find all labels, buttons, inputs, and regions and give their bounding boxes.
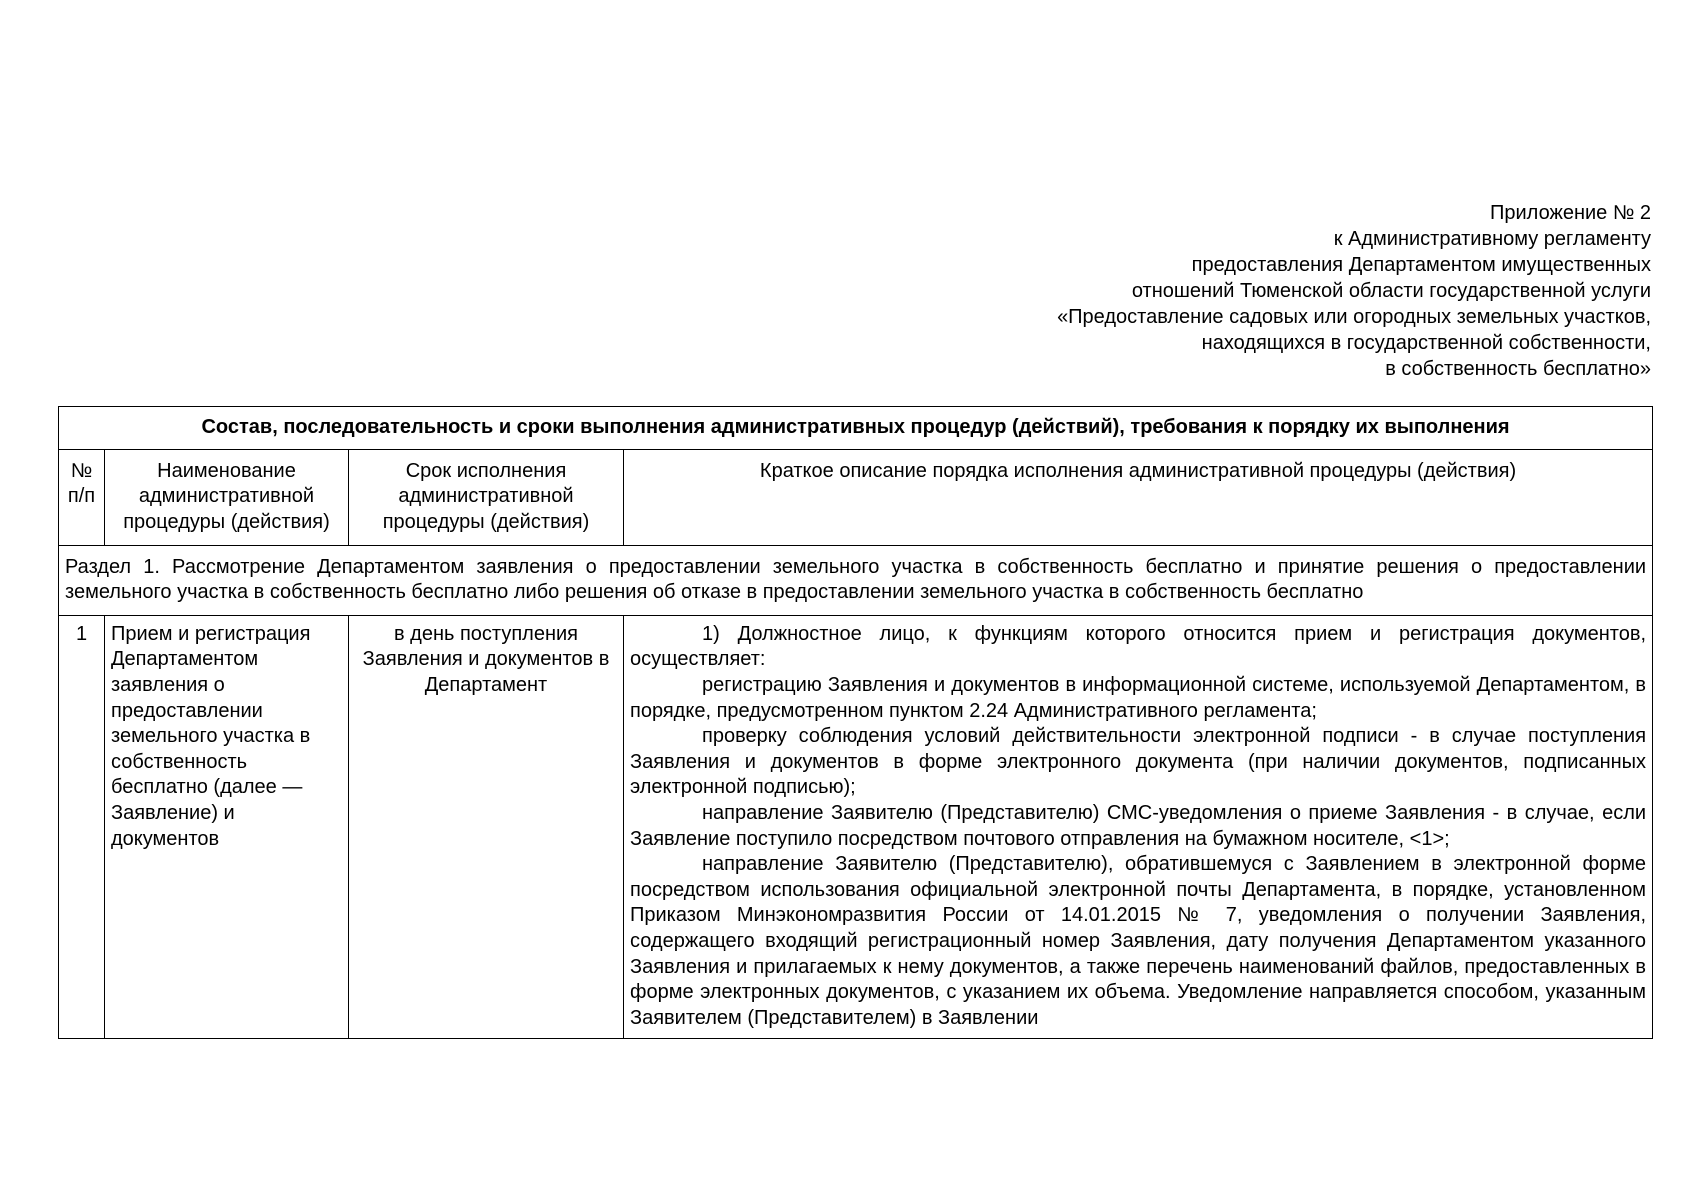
section-title: Раздел 1. Рассмотрение Департаментом заявления о предоставлении земельного участка в собственность бесплатно и принятие решения о предоставлении земельного участка в собственность бесплатно либо решения об отказе в предоставлении земельного участка в собственность бесплатно: [59, 545, 1653, 615]
header-desc: Краткое описание порядка исполнения административной процедуры (действия): [624, 449, 1653, 545]
table-title: Состав, последовательность и сроки выполнения административных процедур (действий), требования к порядку их выполнения: [59, 407, 1653, 450]
row-term: в день поступления Заявления и документов в Департамент: [349, 615, 624, 1039]
row-name: Прием и регистрация Департаментом заявления о предоставлении земельного участка в собственность бесплатно (далее — Заявление) и документов: [105, 615, 349, 1039]
appendix-line: к Административному регламенту: [1333, 228, 1651, 250]
appendix-line: в собственность бесплатно»: [1385, 358, 1651, 380]
header-num: № п/п: [59, 449, 105, 545]
desc-paragraph: 1) Должностное лицо, к функциям которого относится прием и регистрация документов, осуществляет:: [630, 622, 1647, 671]
appendix-line: Приложение № 2: [1490, 202, 1651, 224]
header-term: Срок исполнения административной процедуры (действия): [349, 449, 624, 545]
desc-paragraph: проверку соблюдения условий действительности электронной подписи - в случае поступления Заявления и документов в форме электронного документа (при наличии документов, подписанных электронной подписью);: [630, 725, 1647, 799]
table-header-row: [59, 449, 1653, 545]
appendix-header: [751, 200, 1651, 382]
row-description: [624, 615, 1653, 1039]
section-row: [59, 545, 1653, 615]
desc-paragraph: направление Заявителю (Представителю), обратившемуся с Заявлением в электронной форме посредством использования официальной электронной почты Департамента, в порядке, установленном Приказом Минэкономразвития России от 14.01.2015 № 7, уведомления о получении Заявления, содержащего входящий регистрационный номер Заявления, дату получения Департаментом указанного Заявления и прилагаемых к нему документов, а также перечень наименований файлов, предоставленных в форме электронных документов, с указанием их объема. Уведомление направляется способом, указанным Заявителем (Представителем) в Заявлении: [630, 853, 1647, 1029]
table-row: [59, 615, 1653, 1039]
desc-paragraph: регистрацию Заявления и документов в информационной системе, используемой Департаментом, в порядке, предусмотренном пунктом 2.24 Административного регламента;: [630, 673, 1647, 722]
appendix-line: предоставления Департаментом имущественных: [1191, 254, 1651, 276]
row-num: 1: [59, 615, 105, 1039]
desc-paragraph: направление Заявителю (Представителю) СМС-уведомления о приеме Заявления - в случае, если Заявление поступило посредством почтового отправления на бумажном носителе, <1>;: [630, 801, 1647, 850]
table-title-row: [59, 407, 1653, 450]
appendix-line: «Предоставление садовых или огородных земельных участков,: [1057, 306, 1651, 328]
appendix-line: отношений Тюменской области государственной услуги: [1131, 280, 1651, 302]
header-name: Наименование административной процедуры (действия): [105, 449, 349, 545]
appendix-line: находящихся в государственной собственности,: [1201, 332, 1651, 354]
procedures-table: [58, 406, 1653, 1039]
